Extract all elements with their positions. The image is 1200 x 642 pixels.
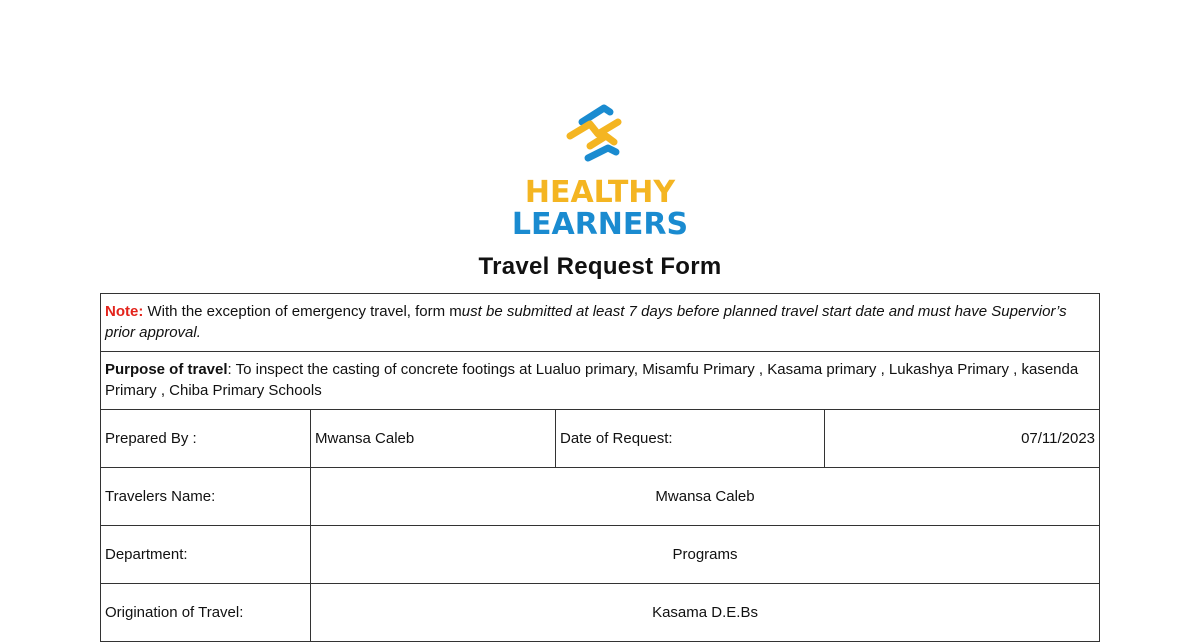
- purpose-row: [101, 352, 1100, 410]
- logo-wordmark: [510, 174, 690, 238]
- purpose-label: Purpose of travel: [105, 361, 228, 378]
- note-cell: [101, 294, 1100, 352]
- purpose-cell: [101, 352, 1100, 410]
- note-text-italic: ust be submitted at least 7 days before planned travel start date and must have Supervior’s prior approval.: [105, 303, 1067, 341]
- travelers-name-label: Travelers Name:: [101, 468, 311, 526]
- purpose-text: : To inspect the casting of concrete footings at Lualuo primary, Misamfu Primary , Kasama primary , Lukashya Primary , kasenda Primary , Chiba Primary Schools: [105, 361, 1079, 399]
- origination-value: Kasama D.E.Bs: [311, 584, 1100, 642]
- logo-line-1: HEALTHY: [524, 175, 676, 210]
- note-label: Note:: [105, 303, 144, 320]
- note-row: [101, 294, 1100, 352]
- department-label: Department:: [101, 526, 311, 584]
- department-row: [101, 526, 1100, 584]
- travelers-name-value: Mwansa Caleb: [311, 468, 1100, 526]
- company-logo: [0, 100, 1200, 238]
- page-title: Travel Request Form: [478, 253, 722, 280]
- origination-label: Origination of Travel:: [101, 584, 311, 642]
- date-of-request-label: Date of Request:: [556, 410, 825, 468]
- travel-request-table: [100, 293, 1100, 642]
- date-of-request-value: 07/11/2023: [825, 410, 1100, 468]
- origination-row: [101, 584, 1100, 642]
- department-value: Programs: [311, 526, 1100, 584]
- travelers-row: [101, 468, 1100, 526]
- prepared-by-row: [101, 410, 1100, 468]
- logo-line-2: LEARNERS: [511, 207, 689, 238]
- prepared-by-value: Mwansa Caleb: [311, 410, 556, 468]
- note-text: With the exception of emergency travel, form m: [143, 303, 462, 320]
- healthy-learners-logo-icon: [560, 100, 640, 170]
- prepared-by-label: Prepared By :: [101, 410, 311, 468]
